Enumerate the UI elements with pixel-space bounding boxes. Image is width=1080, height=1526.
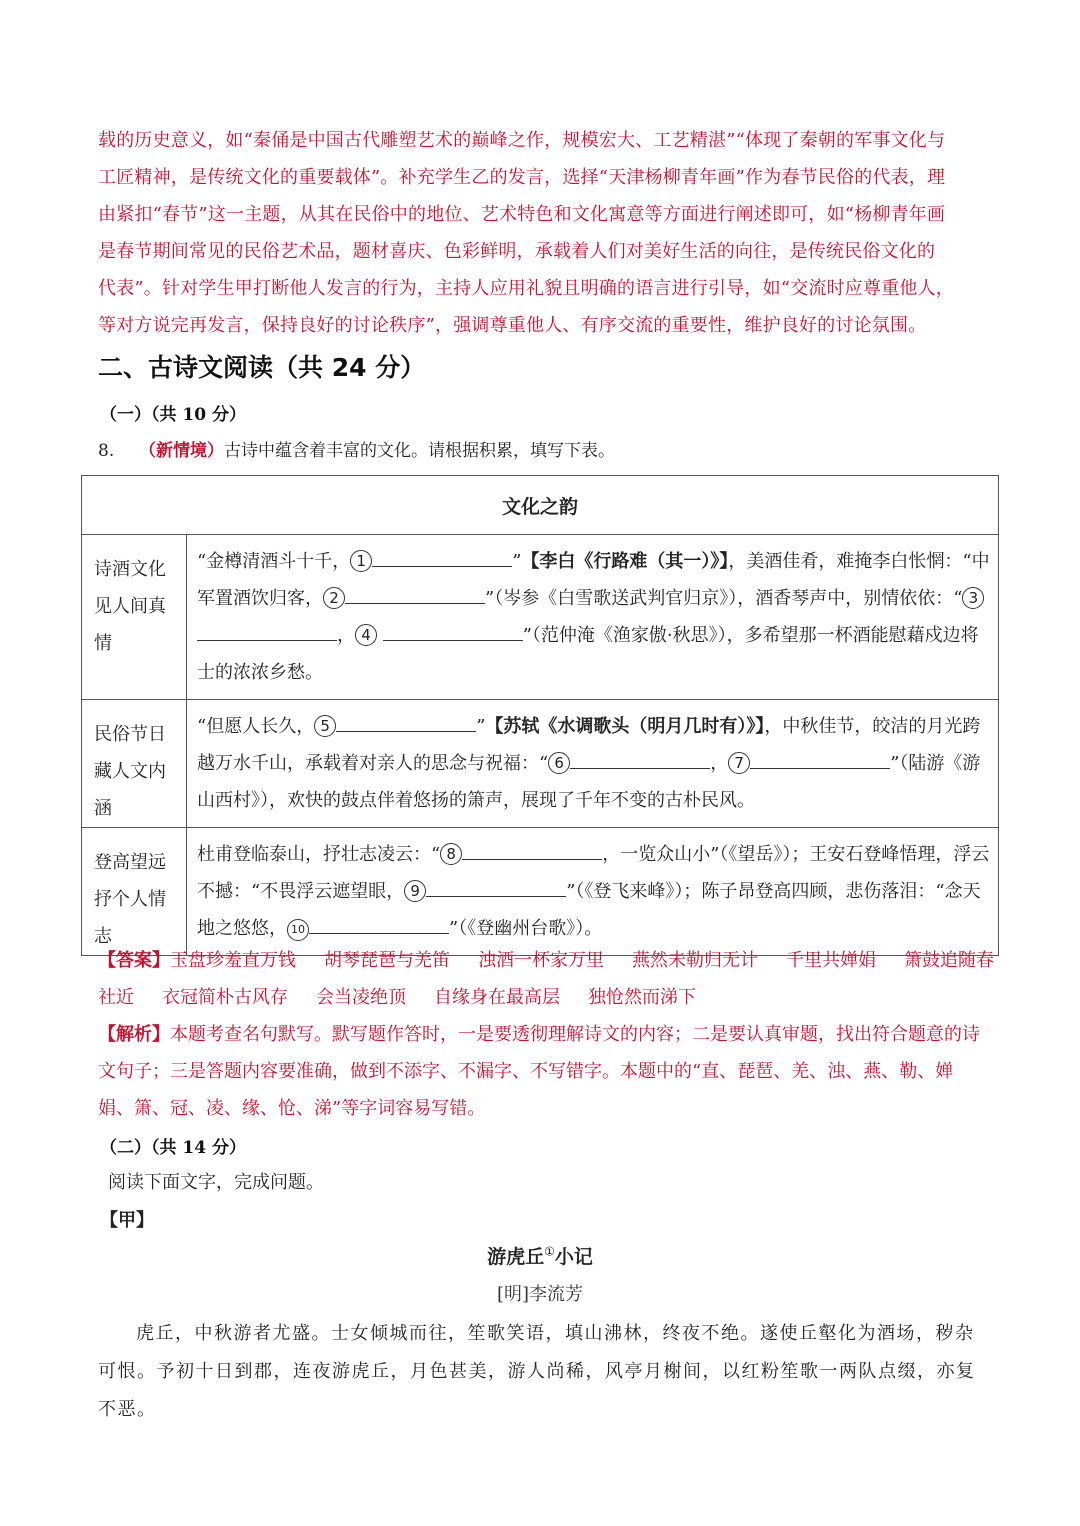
fill-blank-4[interactable] [383,620,523,641]
culture-table [81,475,999,956]
row-label: 诗酒文化见人间真情 [82,535,187,700]
text: ”（《登飞来峰》）；陈子昂登高四顾，悲伤落泪：“念天地之悠悠， [197,881,981,939]
part1-heading: （一）（共 10 分） [100,405,246,425]
essay-text: 虎丘，中秋游者尤盛。士女倾城而往，笙歌笑语，填山沸林，终夜不绝。遂使丘壑化为酒场，秽杂可恨。予初十日到郡，连夜游虎丘，月色甚美，游人尚稀，风亭月榭间，以红粉笙歌一两队点缀，亦复不恶。 [98,1323,976,1420]
analysis-line: 由紧扣“春节”这一主题，从其在民俗中的地位、艺术特色和文化寓意等方面进行阐述即可，如“杨柳青年画 [98,204,946,225]
answer-item: 衣冠简朴古风存 [162,987,288,1008]
blank-number-10: 10 [287,919,309,941]
text: ”（《登幽州台歌》）。 [449,918,603,939]
footnote-marker[interactable]: ① [544,1244,555,1259]
row-label: 登高望远抒个人情志 [82,828,187,956]
text: ，中秋佳节，皎洁的月光跨越万水千山，承载着对亲人的思念与祝福：“ [197,716,981,774]
row-content [187,700,999,828]
reading-instruction: 阅读下面文字，完成问题。 [108,1172,324,1193]
text: ，一览众山小”（《望岳》）；王安石登峰悟理，浮云不撼：“不畏浮云遮望眼， [197,844,990,902]
analysis-line: 载的历史意义，如“秦俑是中国古代雕塑艺术的巅峰之作，规模宏大、工艺精湛”“体现了秦朝的军事文化与 [98,130,946,151]
answer-item: 浊酒一杯家万里 [478,950,604,971]
text: ， [337,625,355,646]
fill-blank-6[interactable] [570,748,710,769]
answer-item: 自缘身在最高层 [434,987,560,1008]
row-content [187,828,999,956]
fill-blank-3[interactable] [197,620,337,641]
passage-label: 【甲】 [100,1210,154,1231]
answer-item: 玉盘珍羞直万钱 [170,950,296,971]
part2-heading: （二）（共 14 分） [100,1138,246,1158]
blank-number-6: 6 [548,752,570,774]
fill-blank-9[interactable] [426,876,566,897]
text: “但愿人长久， [197,716,315,737]
essay-title [0,1242,1080,1269]
question-prompt: 古诗中蕴含着丰富的文化。请根据积累，填写下表。 [224,441,616,461]
question-8 [98,436,615,461]
fill-blank-2[interactable] [345,583,485,604]
text: ”（岑参《白雪歌送武判官归京》），酒香琴声中，别情依依：“ [485,588,963,609]
answer-label: 【答案】 [98,950,170,971]
analysis-line: 代表”。针对学生甲打断他人发言的行为，主持人应用礼貌且明确的语言进行引导，如“交流时应尊重他人， [98,278,954,299]
source: 【苏轼《水调歌头（明月几时有）》】 [485,716,765,737]
source: 【李白《行路难（其一）》】 [521,551,729,572]
title-text: 小记 [554,1246,593,1268]
answer-item: 燕然未勒归无计 [632,950,758,971]
table-row [82,535,999,700]
text: 杜甫登临泰山，抒壮志凌云：“ [197,844,441,865]
blank-number-9: 9 [404,880,426,902]
question-number: 8. [98,441,115,461]
table-title: 文化之韵 [82,476,999,535]
analysis-line: 等对方说完再发言，保持良好的讨论秩序”，强调尊重他人、有序交流的重要性，维护良好的讨论氛围。 [98,315,927,336]
fill-blank-1[interactable] [372,546,512,567]
blank-number-3: 3 [962,587,984,609]
analysis-line: 工匠精神，是传统文化的重要载体”。补充学生乙的发言，选择“天津杨柳青年画”作为春节民俗的代表，理 [98,167,946,188]
title-text: 游虎丘 [487,1246,545,1268]
fill-blank-10[interactable] [309,913,449,934]
text: ” [476,716,486,737]
analysis-text: 本题考查名句默写。默写题作答时，一是要透彻理解诗文的内容；二是要认真审题，找出符合题意的诗文句子；三是答题内容要准确，做到不添字、不漏字、不写错字。本题中的“直、琵琶、羌、浊、燕、勒、婵娟、箫、冠、凌、缘、怆、涕”等字词容易写错。 [98,1024,980,1119]
answer-item: 千里共婵娟 [786,950,876,971]
fill-blank-8[interactable] [462,839,602,860]
blank-number-4: 4 [355,624,377,646]
fill-blank-7[interactable] [750,748,890,769]
text: ，美酒佳肴，难掩李白怅惘：“中军置酒饮归客， [197,551,990,609]
row-content [187,535,999,700]
intro-analysis [98,122,988,344]
fill-blank-5[interactable] [336,711,476,732]
text: ” [512,551,522,572]
blank-number-1: 1 [350,550,372,572]
row-label: 民俗节日藏人文内涵 [82,700,187,828]
blank-number-5: 5 [314,715,336,737]
blank-number-7: 7 [728,752,750,774]
answer-block [98,942,998,1016]
table-row [82,700,999,828]
text: ， [710,753,729,774]
analysis-block [98,1016,988,1127]
blank-number-2: 2 [323,587,345,609]
question-tag: （新情境） [139,441,225,461]
section-heading: 二、古诗文阅读（共 24 分） [98,353,426,382]
answer-item: 胡琴琵琶与羌笛 [324,950,450,971]
answer-item: 箫鼓追随春社近 [98,950,994,1008]
analysis-label: 【解析】 [98,1024,170,1045]
text: “金樽清酒斗十千， [197,551,351,572]
analysis-line: 是春节期间常见的民俗艺术品，题材喜庆、色彩鲜明，承载着人们对美好生活的向往，是传统民俗文化的 [98,241,936,262]
essay-author: [明]李流芳 [496,1284,584,1305]
answer-item: 独怆然而涕下 [588,987,696,1008]
text: ”（陆游《游山西村》），欢快的鼓点伴着悠扬的箫声，展现了千年不变的古朴民风。 [197,753,981,811]
blank-number-8: 8 [440,843,462,865]
text: ”（范仲淹《渔家傲·秋思》），多希望那一杯酒能慰藉戍边将士的浓浓乡愁。 [197,625,979,683]
answer-item: 会当凌绝顶 [316,987,406,1008]
table-row [82,828,999,956]
